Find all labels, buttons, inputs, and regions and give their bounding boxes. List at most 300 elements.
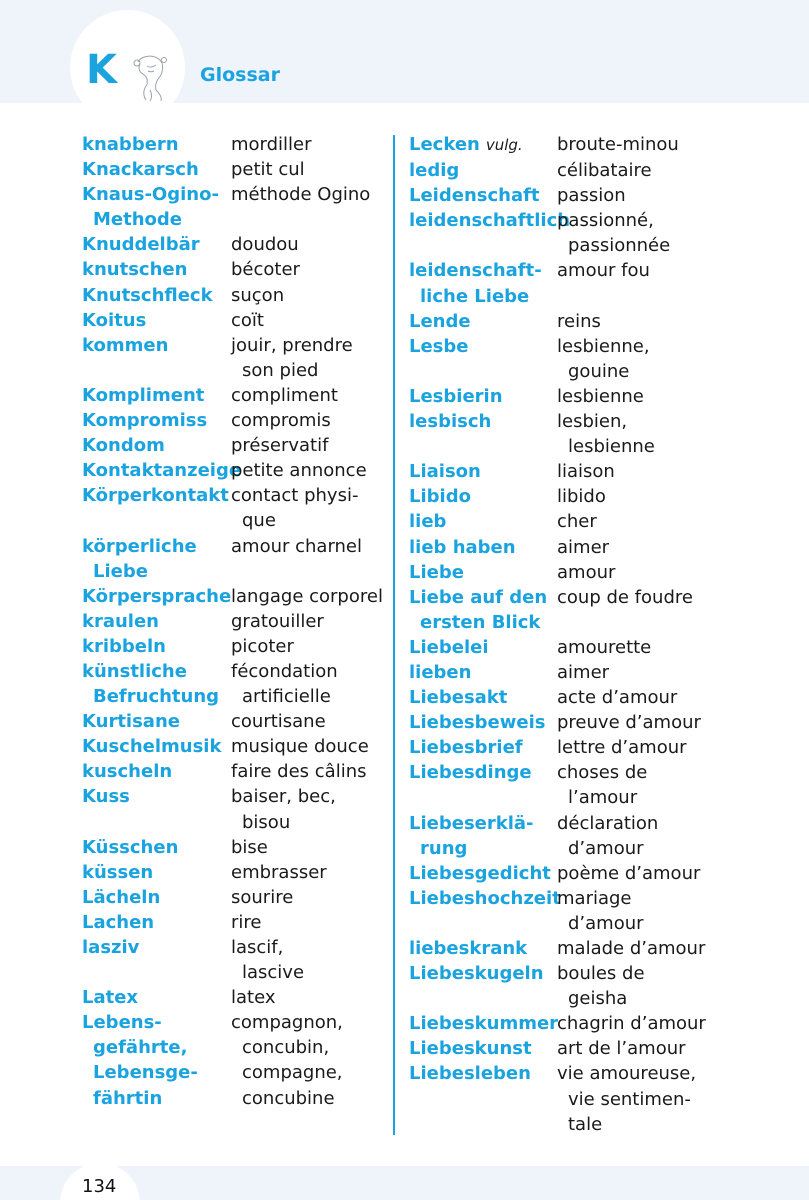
- german-term: [409, 635, 557, 660]
- french-translation: [231, 985, 387, 1010]
- german-term: [82, 659, 231, 709]
- glossary-entry: [82, 157, 387, 182]
- column-divider: [393, 135, 395, 1135]
- german-term-text: künstliche: [82, 660, 187, 682]
- german-term: [82, 709, 231, 734]
- glossary-entry: [82, 709, 387, 734]
- french-translation-line: compliment: [231, 384, 338, 406]
- french-translation: [557, 811, 804, 861]
- french-translation-line: concubine: [242, 1087, 335, 1109]
- german-term-line: [409, 710, 557, 735]
- german-term-text: lesbisch: [409, 411, 492, 433]
- german-term-line: [409, 309, 557, 334]
- german-term: [82, 1010, 231, 1110]
- glossary-entry: [82, 132, 387, 157]
- german-term: [82, 132, 231, 157]
- french-translation-line: petit cul: [231, 159, 305, 181]
- german-term-text: Liebeskunst: [409, 1038, 532, 1060]
- german-term: [82, 308, 231, 333]
- german-term-line: [82, 985, 231, 1010]
- french-translation: [231, 609, 387, 634]
- french-translation-line: que: [242, 510, 276, 532]
- french-translation-line: l’amour: [568, 787, 638, 809]
- german-term: [82, 910, 231, 935]
- french-translation: [231, 408, 387, 433]
- german-term-line: [82, 383, 231, 408]
- german-term-text: Koitus: [82, 309, 147, 331]
- french-translation-line: tale: [568, 1113, 603, 1135]
- glossary-entry: [409, 132, 804, 158]
- glossary-entry: [409, 535, 804, 560]
- french-translation-line: faire des câlins: [231, 761, 367, 783]
- french-translation: [557, 409, 804, 459]
- german-term-line: [409, 560, 557, 585]
- german-term: [409, 208, 571, 258]
- german-term-text: knabbern: [82, 134, 179, 155]
- german-term-text: Liebeskummer: [409, 1013, 559, 1035]
- german-term-line: [82, 333, 231, 358]
- german-term-line: [409, 660, 557, 685]
- german-term-text: Liebeskugeln: [409, 963, 544, 985]
- german-term-line: [409, 535, 557, 560]
- french-translation-line: musique douce: [231, 736, 369, 758]
- german-term-line: [82, 257, 231, 282]
- german-term-line: [409, 760, 557, 785]
- german-term-line: [82, 609, 231, 634]
- french-translation: [557, 258, 804, 308]
- german-term-line: [409, 258, 557, 283]
- french-translation-line: compromis: [231, 410, 331, 432]
- glossary-entry: [82, 433, 387, 458]
- german-term-text: Kondom: [82, 435, 165, 457]
- german-term-text: fährtin: [93, 1087, 163, 1109]
- french-translation: [557, 861, 804, 886]
- german-term: [82, 232, 231, 257]
- german-term: [409, 384, 557, 409]
- page-title: Glossar: [200, 64, 280, 86]
- glossary-entry: [409, 384, 804, 409]
- french-translation-line: courtisane: [231, 711, 326, 733]
- german-term: [82, 584, 231, 609]
- french-translation: [231, 835, 387, 860]
- german-term: [409, 886, 561, 936]
- german-term-text: körperliche: [82, 535, 197, 557]
- french-translation-line: bisou: [242, 811, 291, 833]
- german-term: [409, 760, 557, 810]
- french-translation-line: embrasser: [231, 861, 327, 883]
- glossary-entry: [82, 308, 387, 333]
- french-translation: [231, 584, 387, 609]
- german-term-line: [82, 885, 231, 910]
- german-term-line: [82, 1086, 231, 1111]
- french-translation-line: d’amour: [568, 912, 644, 934]
- german-term: [409, 1036, 557, 1061]
- german-term-text: Befruchtung: [93, 686, 220, 708]
- french-translation: [231, 483, 387, 533]
- german-term-line: [82, 1060, 231, 1085]
- glossary-entry: [409, 936, 804, 961]
- french-translation: [557, 384, 804, 409]
- french-translation: [557, 509, 804, 534]
- french-translation: [557, 585, 804, 635]
- german-term-line: [82, 283, 231, 308]
- glossary-entry: [82, 257, 387, 282]
- glossary-entry: [82, 784, 387, 834]
- french-translation: [231, 910, 387, 935]
- french-translation: [557, 535, 804, 560]
- glossary-entry: [409, 484, 804, 509]
- german-term-text: Lachen: [82, 911, 155, 933]
- french-translation-line: libido: [557, 486, 606, 508]
- french-translation-line: aimer: [557, 536, 610, 558]
- french-translation-line: contact physi-: [231, 485, 359, 507]
- french-translation-line: fécondation: [231, 660, 338, 682]
- german-term-text: Liebesgedicht: [409, 862, 551, 884]
- german-term: [409, 258, 557, 308]
- german-term-line: [82, 910, 231, 935]
- french-translation-line: liaison: [557, 461, 615, 483]
- german-term-line: [82, 408, 231, 433]
- german-term: [409, 309, 557, 334]
- german-term-text: Liebeshochzeit: [409, 887, 561, 909]
- german-term-line: [82, 157, 231, 182]
- french-translation-line: bécoter: [231, 259, 300, 281]
- german-term-text: liebeskrank: [409, 938, 528, 959]
- german-term-text: Kuss: [82, 786, 130, 808]
- french-translation: [231, 182, 387, 232]
- glossary-entry: [409, 509, 804, 534]
- german-term-line: [409, 1061, 557, 1086]
- french-translation-line: passionnée: [568, 235, 671, 257]
- french-translation-line: déclaration: [557, 812, 659, 834]
- german-term-text: Kontaktanzeige: [82, 460, 242, 482]
- german-term: [409, 861, 557, 886]
- german-term-text: Lende: [409, 310, 471, 332]
- german-term-text: küssen: [82, 861, 154, 883]
- german-term-line: [82, 1035, 231, 1060]
- french-translation: [231, 935, 387, 985]
- french-translation-line: geisha: [568, 988, 628, 1010]
- german-term: [82, 433, 231, 458]
- german-term-text: Liebe auf den: [409, 586, 548, 608]
- french-translation: [557, 309, 804, 334]
- french-translation-line: préservatif: [231, 435, 329, 457]
- french-translation: [557, 936, 804, 961]
- german-term: [409, 484, 557, 509]
- german-term-line: [409, 459, 557, 484]
- glossary-entry: [409, 811, 804, 861]
- section-letter: K: [86, 47, 117, 93]
- french-translation: [557, 685, 804, 710]
- french-translation-line: vie amoureuse,: [557, 1063, 697, 1085]
- german-term: [82, 784, 231, 834]
- french-translation-line: chagrin d’amour: [557, 1013, 706, 1035]
- german-term: [409, 158, 557, 183]
- german-term-line: [409, 132, 557, 158]
- glossary-entry: [409, 158, 804, 183]
- french-translation-line: amour fou: [557, 260, 650, 282]
- glossary-entry: [82, 860, 387, 885]
- german-term: [82, 483, 231, 533]
- glossary-entry: [82, 458, 387, 483]
- french-translation: [557, 183, 804, 208]
- german-term-line: [82, 584, 231, 609]
- glossary-entry: [82, 634, 387, 659]
- french-translation-line: son pied: [242, 359, 319, 381]
- german-term-line: [409, 284, 557, 309]
- german-term: [82, 182, 231, 232]
- french-translation-line: suçon: [231, 284, 285, 306]
- german-term-line: [82, 684, 231, 709]
- german-term: [82, 157, 231, 182]
- german-term-text: Liebeserklä-: [409, 812, 534, 834]
- french-translation-line: aimer: [557, 661, 610, 683]
- french-translation-line: bise: [231, 836, 268, 858]
- german-term: [409, 459, 557, 484]
- german-term-line: [82, 734, 231, 759]
- french-translation: [231, 885, 387, 910]
- french-translation-line: rire: [231, 911, 262, 933]
- german-term-text: rung: [420, 837, 468, 859]
- french-translation: [557, 735, 804, 760]
- french-translation: [557, 886, 804, 936]
- german-term-line: [82, 182, 231, 207]
- german-term-line: [409, 208, 571, 233]
- glossary-entry: [82, 835, 387, 860]
- german-term-line: [82, 784, 231, 809]
- glossary-entry: [409, 961, 804, 1011]
- german-term: [409, 811, 557, 861]
- french-translation: [557, 334, 804, 384]
- glossary-entry: [82, 584, 387, 609]
- french-translation-line: mariage: [557, 887, 632, 909]
- german-term-text: Kompliment: [82, 384, 205, 406]
- glossary-entry: [409, 409, 804, 459]
- german-term: [82, 734, 231, 759]
- french-translation: [231, 759, 387, 784]
- german-term-text: Lesbe: [409, 335, 469, 357]
- french-translation-line: mordiller: [231, 134, 312, 155]
- french-translation-line: reins: [557, 310, 601, 332]
- french-translation-line: lesbienne: [568, 436, 655, 458]
- german-term: [82, 885, 231, 910]
- german-term-text: Liebesakt: [409, 687, 508, 709]
- glossary-entry: [409, 861, 804, 886]
- german-term: [409, 685, 557, 710]
- glossary-entry: [82, 534, 387, 584]
- german-term-line: [82, 433, 231, 458]
- french-translation-line: coït: [231, 309, 264, 331]
- german-term-line: [409, 685, 557, 710]
- german-term-text: kraulen: [82, 610, 160, 632]
- french-translation-line: concubin,: [242, 1037, 330, 1059]
- german-term: [409, 183, 557, 208]
- french-translation-line: compagne,: [242, 1062, 343, 1084]
- glossary-entry: [409, 459, 804, 484]
- german-term: [82, 935, 231, 985]
- french-translation-line: art de l’amour: [557, 1038, 686, 1060]
- german-term-line: [409, 610, 557, 635]
- french-translation: [231, 433, 387, 458]
- french-translation-line: amour: [557, 561, 616, 583]
- german-term-line: [409, 1036, 557, 1061]
- german-term-line: [409, 183, 557, 208]
- german-term: [409, 936, 557, 961]
- french-translation: [231, 634, 387, 659]
- french-translation-line: choses de: [557, 762, 648, 784]
- glossary-entry: [82, 182, 387, 232]
- german-term: [409, 1061, 557, 1136]
- german-term-line: [82, 232, 231, 257]
- german-term-line: [409, 484, 557, 509]
- german-term-line: [82, 483, 231, 508]
- french-translation-line: langage corporel: [231, 585, 383, 607]
- german-term-text: ersten Blick: [420, 611, 541, 633]
- german-term: [82, 333, 231, 383]
- german-term-text: Knutschfleck: [82, 284, 213, 306]
- french-translation-line: doudou: [231, 234, 299, 256]
- glossary-entry: [409, 760, 804, 810]
- french-translation: [557, 132, 804, 158]
- page-number: 134: [82, 1176, 117, 1197]
- german-term: [409, 1011, 557, 1036]
- french-translation-line: acte d’amour: [557, 687, 678, 709]
- german-term-line: [409, 836, 557, 861]
- german-term-text: Liebesleben: [409, 1063, 531, 1085]
- german-term: [409, 509, 557, 534]
- german-term: [409, 585, 557, 635]
- french-translation-line: gratouiller: [231, 610, 324, 632]
- german-term-text: leidenschaft-: [409, 260, 542, 282]
- german-term-text: lieb: [409, 511, 447, 533]
- glossary-entry: [409, 635, 804, 660]
- german-term-line: [409, 334, 557, 359]
- german-term: [409, 961, 557, 1011]
- french-translation: [231, 132, 387, 157]
- glossary-entry: [409, 685, 804, 710]
- french-translation-line: lettre d’amour: [557, 737, 687, 759]
- glossary-entry: [409, 1011, 804, 1036]
- german-term-line: [82, 1010, 231, 1035]
- german-term: [82, 283, 231, 308]
- french-translation: [557, 1061, 804, 1136]
- glossary-entry: [409, 1036, 804, 1061]
- german-term-text: ledig: [409, 160, 460, 182]
- german-term: [409, 710, 557, 735]
- french-translation: [557, 560, 804, 585]
- french-translation: [231, 257, 387, 282]
- german-term-text: knutschen: [82, 259, 188, 281]
- glossary-entry: [82, 408, 387, 433]
- german-term: [409, 660, 557, 685]
- glossary-entry: [82, 609, 387, 634]
- german-term-line: [409, 735, 557, 760]
- german-term-text: Kuschelmusik: [82, 736, 222, 758]
- french-translation: [231, 383, 387, 408]
- german-term-text: lieb haben: [409, 536, 516, 558]
- german-term: [82, 257, 231, 282]
- french-translation: [231, 308, 387, 333]
- glossary-entry: [409, 208, 804, 258]
- german-term-line: [82, 559, 231, 584]
- german-term: [82, 759, 231, 784]
- german-term-line: [409, 585, 557, 610]
- french-translation-line: baiser, bec,: [231, 786, 336, 808]
- german-term-text: Knaus-Ogino-: [82, 184, 219, 206]
- french-translation-line: lascive: [242, 962, 305, 984]
- glossary-entry: [409, 660, 804, 685]
- german-term-text: Liebesdinge: [409, 762, 532, 784]
- french-translation: [557, 635, 804, 660]
- french-translation: [231, 232, 387, 257]
- french-translation: [557, 710, 804, 735]
- german-term: [409, 409, 557, 459]
- glossary-entry: [409, 1061, 804, 1136]
- right-column: [409, 132, 804, 1137]
- glossary-entry: [82, 885, 387, 910]
- german-term: [409, 334, 557, 384]
- french-translation: [557, 1011, 804, 1036]
- glossary-entry: [82, 383, 387, 408]
- german-term: [409, 132, 557, 158]
- french-translation-line: poème d’amour: [557, 862, 701, 884]
- french-translation: [231, 784, 387, 834]
- french-translation-line: d’amour: [568, 837, 644, 859]
- german-term-text: Körperkontakt: [82, 485, 229, 507]
- french-translation: [231, 734, 387, 759]
- glossary-entry: [409, 886, 804, 936]
- glossary-entry: [409, 710, 804, 735]
- french-translation-line: lesbienne,: [557, 335, 650, 357]
- german-term-text: lasziv: [82, 937, 140, 958]
- german-term-text: Liebesbrief: [409, 737, 523, 759]
- glossary-entry: [82, 935, 387, 985]
- glossary-entry: [82, 659, 387, 709]
- german-term-text: Libido: [409, 486, 471, 508]
- french-translation: [231, 709, 387, 734]
- french-translation-line: broute-minou: [557, 134, 679, 155]
- french-translation: [231, 283, 387, 308]
- german-term-text: Liebe: [93, 560, 148, 582]
- french-translation: [557, 459, 804, 484]
- glossary-entry: [409, 309, 804, 334]
- german-term-line: [409, 384, 557, 409]
- glossary-entry: [82, 734, 387, 759]
- french-translation-line: gouine: [568, 360, 630, 382]
- german-term-text: liche Liebe: [420, 285, 530, 307]
- german-term-line: [82, 534, 231, 559]
- french-translation-line: amour charnel: [231, 535, 363, 557]
- glossary-entry: [409, 735, 804, 760]
- german-term-line: [409, 409, 557, 434]
- french-translation-line: lesbienne: [557, 385, 644, 407]
- german-term-line: [82, 759, 231, 784]
- german-term: [82, 985, 231, 1010]
- german-term: [409, 535, 557, 560]
- french-translation-line: latex: [231, 987, 276, 1009]
- german-term-text: Lebensge-: [93, 1062, 198, 1084]
- german-term-line: [82, 308, 231, 333]
- german-term-text: Liebelei: [409, 636, 489, 658]
- french-translation-line: coup de foudre: [557, 586, 693, 608]
- german-term-text: Lecken: [409, 134, 480, 155]
- german-term: [82, 534, 231, 584]
- french-translation: [231, 157, 387, 182]
- glossary-entry: [409, 183, 804, 208]
- german-term-line: [82, 659, 231, 684]
- german-term-text: Küsschen: [82, 836, 179, 858]
- german-term: [82, 860, 231, 885]
